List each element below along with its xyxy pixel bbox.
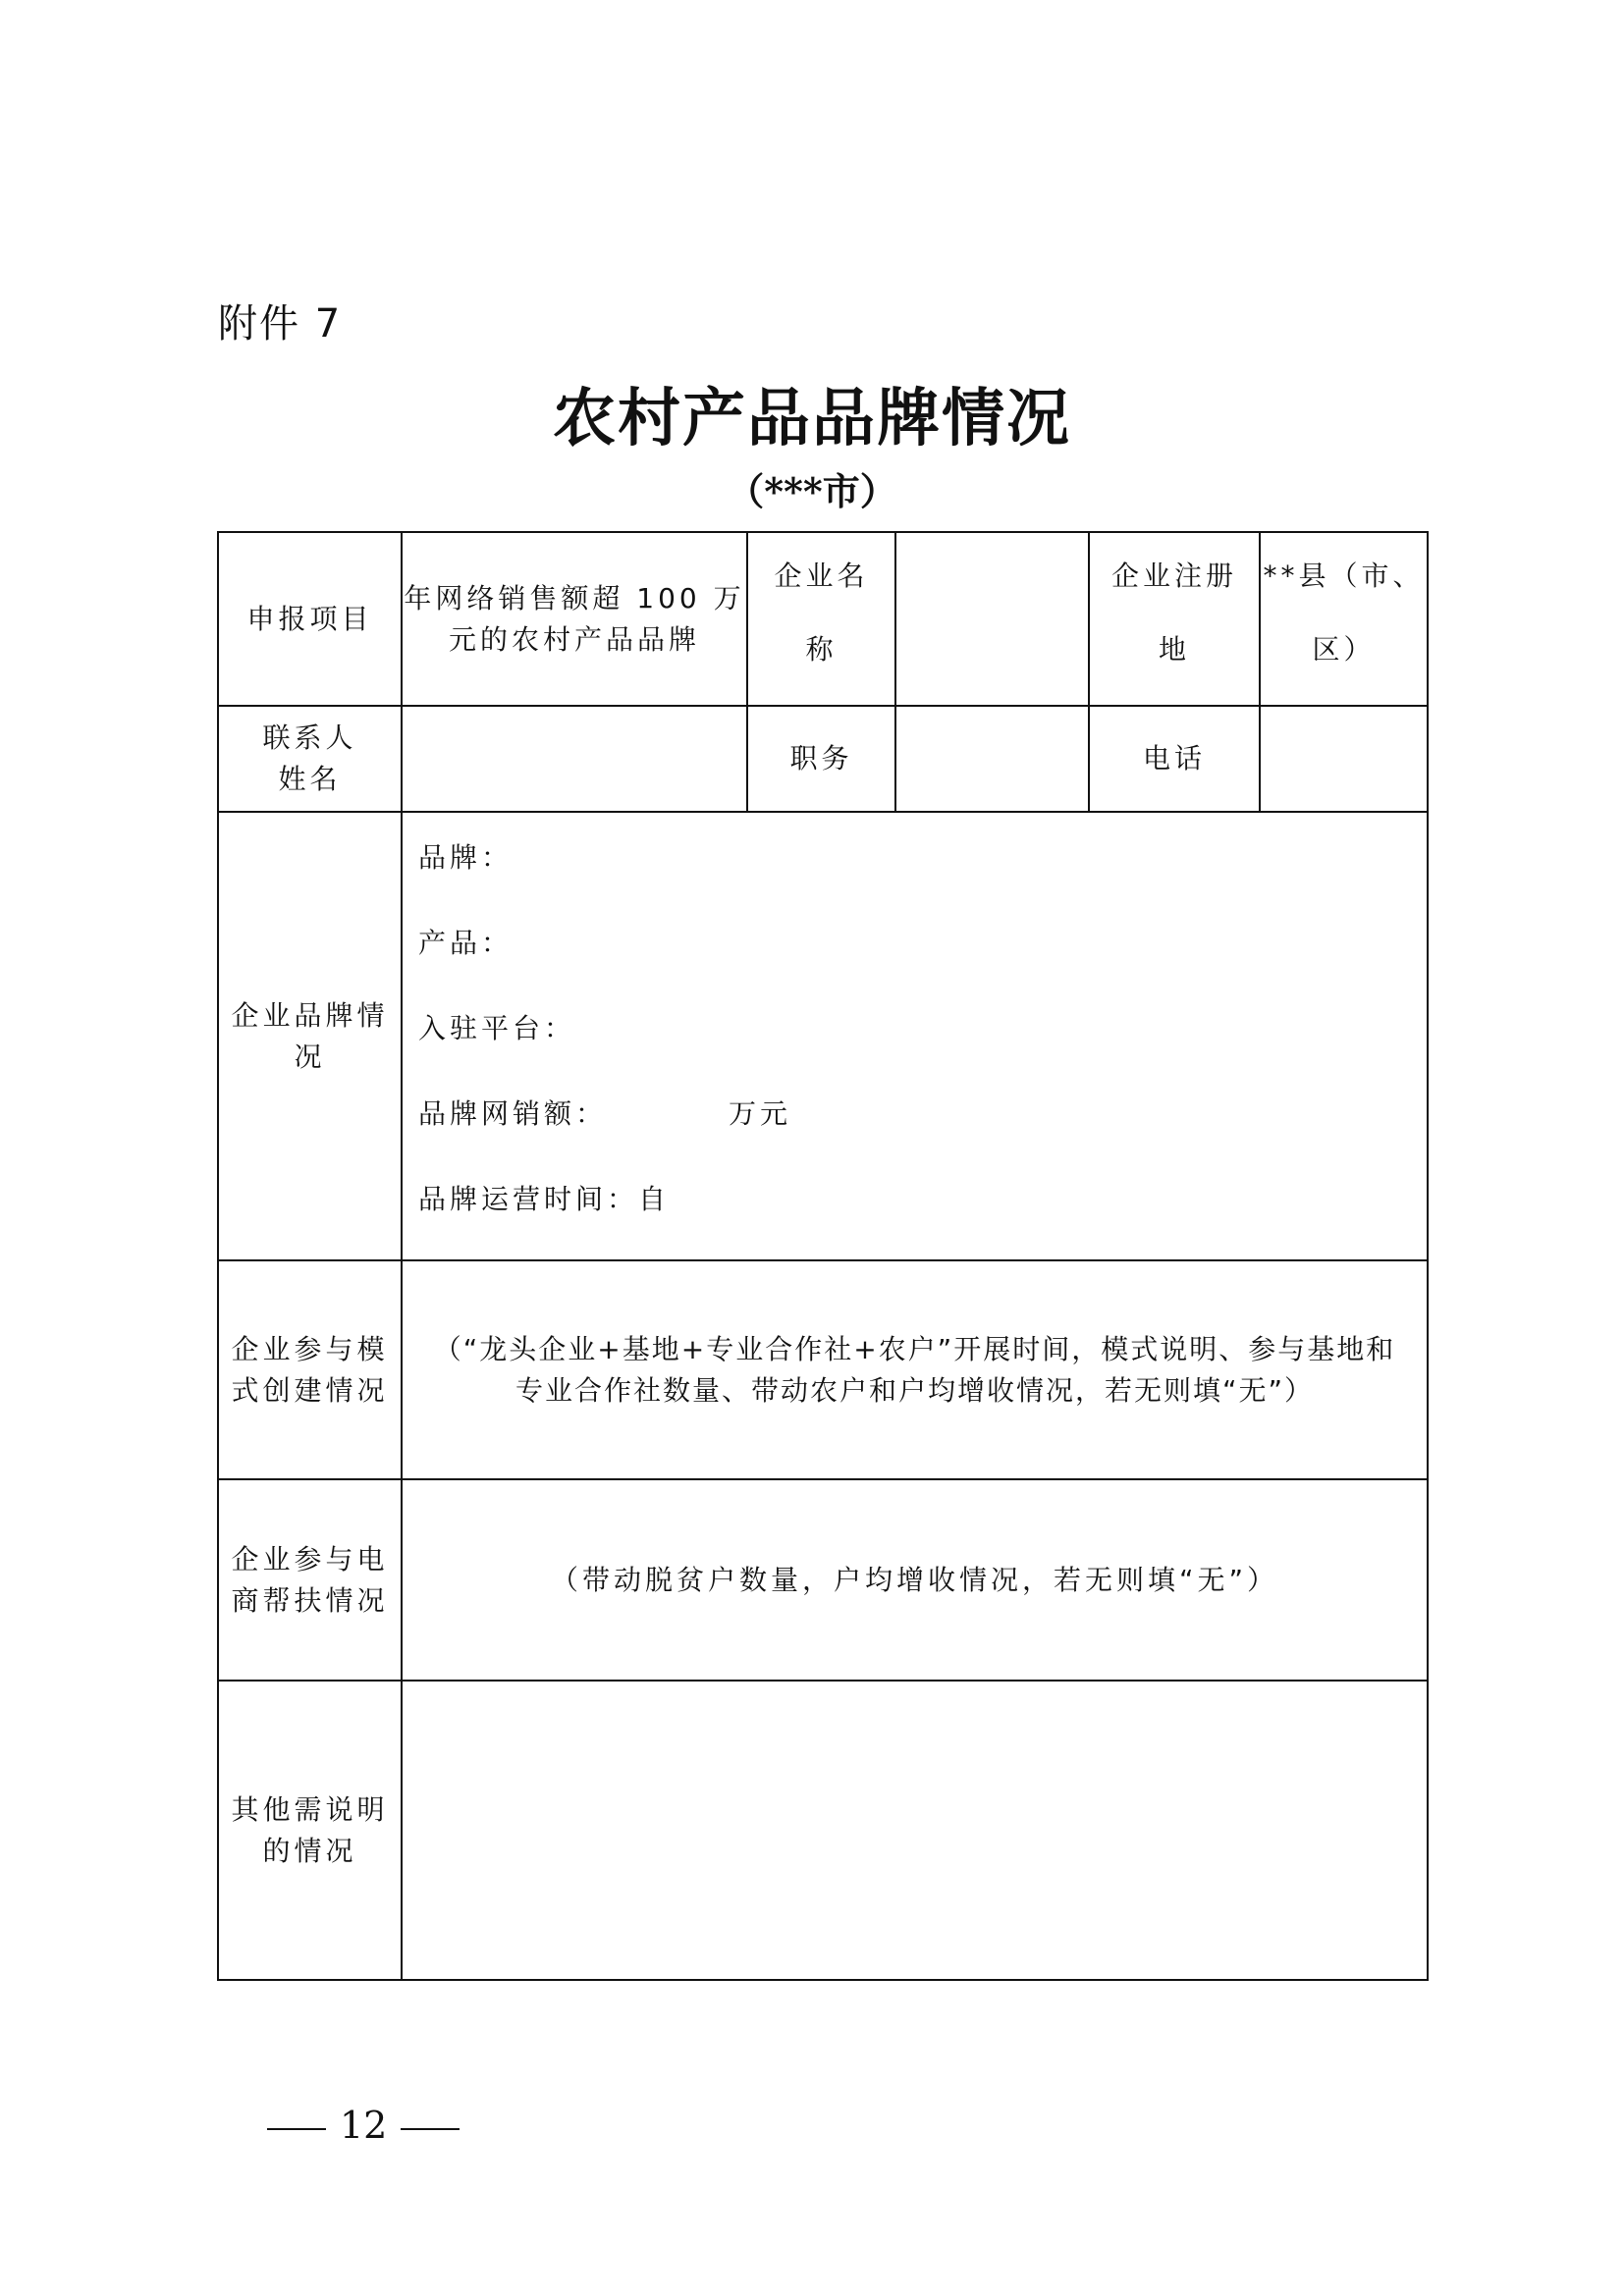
page-number: 12	[340, 2104, 388, 2147]
reg-place-value-line1: **县（市、	[1263, 560, 1425, 592]
reg-place-label-line1: 企业注册	[1110, 560, 1237, 592]
form-row-other	[218, 1681, 1428, 1980]
reg-place-label-line2: 地	[1158, 633, 1190, 666]
phone-input[interactable]	[1260, 706, 1428, 812]
ecommerce-note-cell[interactable]	[402, 1479, 1428, 1681]
ecommerce-note: （带动脱贫户数量，户均增收情况，若无则填“无”）	[550, 1563, 1278, 1596]
other-label-line1: 其他需说明	[231, 1792, 389, 1826]
model-note-cell[interactable]	[402, 1260, 1428, 1479]
footer-dash-left	[267, 2128, 326, 2130]
reg-place-value-line2: 区）	[1312, 633, 1376, 666]
model-label-line2: 式创建情况	[231, 1373, 389, 1407]
contact-label-line2: 姓名	[278, 763, 342, 795]
company-name-label-line2: 称	[805, 633, 838, 666]
project-label-cell	[218, 532, 402, 706]
brand-field-label: 品牌：	[418, 841, 514, 874]
other-label-cell	[218, 1681, 402, 1980]
company-name-label-cell	[747, 532, 895, 706]
page-footer	[253, 2104, 473, 2147]
product-field-label: 产品：	[418, 927, 514, 959]
other-label-line2: 的情况	[262, 1834, 357, 1867]
brand-info-form	[217, 531, 1429, 1981]
brand-label-cell	[218, 812, 402, 1260]
sales-blank[interactable]	[607, 1089, 729, 1174]
form-row-brand	[218, 812, 1428, 1260]
project-label: 申报项目	[246, 602, 373, 635]
ecommerce-label-line1: 企业参与电	[231, 1542, 389, 1575]
other-input[interactable]	[402, 1681, 1428, 1980]
model-note-line2: 专业合作社数量、带动农户和户均增收情况，若无则填“无”）	[514, 1373, 1314, 1407]
phone-label: 电话	[1089, 706, 1260, 812]
ecommerce-label-cell	[218, 1479, 402, 1681]
model-label-line1: 企业参与模	[231, 1332, 389, 1365]
brand-label-line1: 企业品牌情	[231, 998, 389, 1032]
reg-place-value-cell[interactable]	[1260, 532, 1428, 706]
form-row-model	[218, 1260, 1428, 1479]
ecommerce-label-line2: 商帮扶情况	[231, 1583, 389, 1617]
contact-label-cell	[218, 706, 402, 812]
page-title: 农村产品品牌情况	[553, 382, 1071, 455]
contact-label-line1: 联系人	[262, 721, 357, 754]
model-note-line1: （“龙头企业+基地+专业合作社+农户”开展时间，模式说明、参与基地和	[433, 1332, 1396, 1365]
form-row-project	[218, 532, 1428, 706]
position-label: 职务	[747, 706, 895, 812]
brand-label-line2: 况	[294, 1040, 326, 1073]
sales-unit: 万元	[729, 1097, 792, 1130]
company-name-input[interactable]	[895, 532, 1089, 706]
project-value-line2: 元的农村产品品牌	[448, 622, 700, 656]
contact-input[interactable]	[402, 706, 747, 812]
operation-time-label: 品牌运营时间：自	[418, 1183, 671, 1215]
platform-field-label: 入驻平台：	[418, 1012, 576, 1044]
brand-details-cell[interactable]	[402, 812, 1428, 1260]
sales-field-label: 品牌网销额：	[418, 1097, 608, 1130]
company-name-label-line1: 企业名	[774, 560, 869, 592]
project-value-line1: 年网络销售额超 100 万	[404, 581, 745, 614]
page-subtitle: （***市）	[727, 469, 897, 513]
form-row-contact	[218, 706, 1428, 812]
project-value-cell[interactable]	[402, 532, 747, 706]
form-row-ecommerce	[218, 1479, 1428, 1681]
model-label-cell	[218, 1260, 402, 1479]
reg-place-label-cell	[1089, 532, 1260, 706]
footer-dash-right	[401, 2128, 460, 2130]
position-input[interactable]	[895, 706, 1089, 812]
attachment-label: 附件 7	[218, 301, 343, 347]
